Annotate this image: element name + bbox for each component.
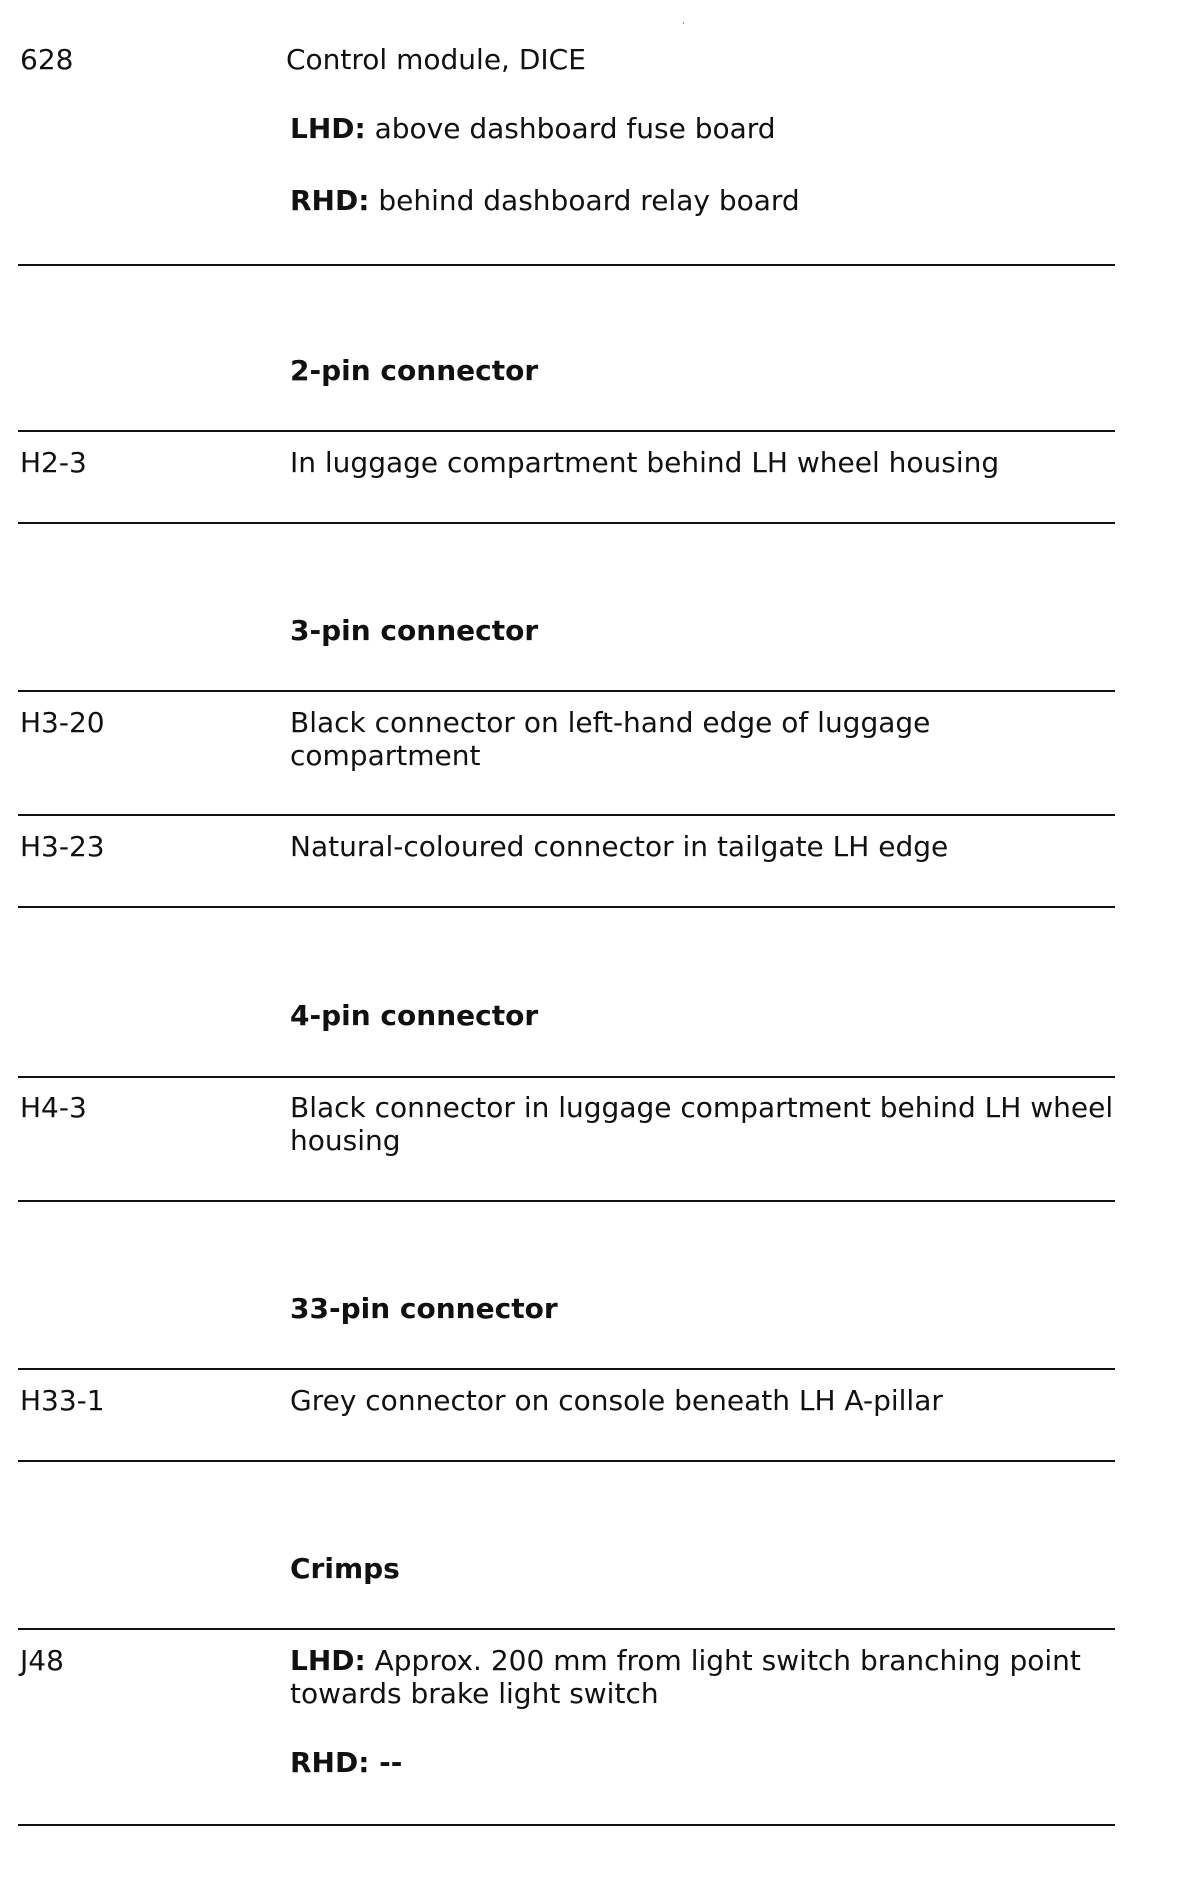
divider (18, 522, 1115, 524)
divider (18, 1628, 1115, 1630)
entry-description: Black connector in luggage compartment behind LH wheel housing (290, 1091, 1114, 1157)
rhd-location: RHD: -- (290, 1746, 403, 1779)
entry-code: H33-1 (20, 1384, 105, 1417)
rhd-location (290, 184, 1120, 217)
divider (18, 906, 1115, 908)
lhd-label: LHD: (290, 112, 366, 145)
lhd-location (290, 112, 1120, 145)
entry-description: In luggage compartment behind LH wheel housing (290, 446, 1000, 479)
entry-code: H3-20 (20, 706, 105, 739)
section-heading: 2-pin connector (290, 354, 539, 387)
entry-description: Natural-coloured connector in tailgate LH edge (290, 830, 949, 863)
section-heading: 4-pin connector (290, 999, 539, 1032)
entry-description: Control module, DICE (286, 43, 586, 76)
lhd-text: Approx. 200 mm from light switch branching point towards brake light switch (290, 1644, 1081, 1710)
section-heading: Crimps (290, 1552, 400, 1585)
divider (18, 264, 1115, 266)
rhd-label: RHD: (290, 184, 370, 217)
lhd-label: LHD: (290, 1644, 366, 1677)
section-heading: 3-pin connector (290, 614, 539, 647)
entry-code: H3-23 (20, 830, 105, 863)
entry-code: H2-3 (20, 446, 87, 479)
entry-code: J48 (20, 1644, 64, 1677)
divider (18, 430, 1115, 432)
divider (18, 814, 1115, 816)
scan-mark (683, 22, 684, 24)
divider (18, 1076, 1115, 1078)
lhd-text: above dashboard fuse board (365, 112, 776, 145)
entry-code: 628 (20, 43, 74, 76)
rhd-text: behind dashboard relay board (369, 184, 800, 217)
divider (18, 1460, 1115, 1462)
divider (18, 690, 1115, 692)
section-heading: 33-pin connector (290, 1292, 558, 1325)
lhd-location (290, 1644, 1120, 1710)
divider (18, 1368, 1115, 1370)
entry-description: Grey connector on console beneath LH A-pillar (290, 1384, 943, 1417)
entry-code: H4-3 (20, 1091, 87, 1124)
divider (18, 1824, 1115, 1826)
entry-description: Black connector on left-hand edge of luggage compartment (290, 706, 931, 772)
divider (18, 1200, 1115, 1202)
